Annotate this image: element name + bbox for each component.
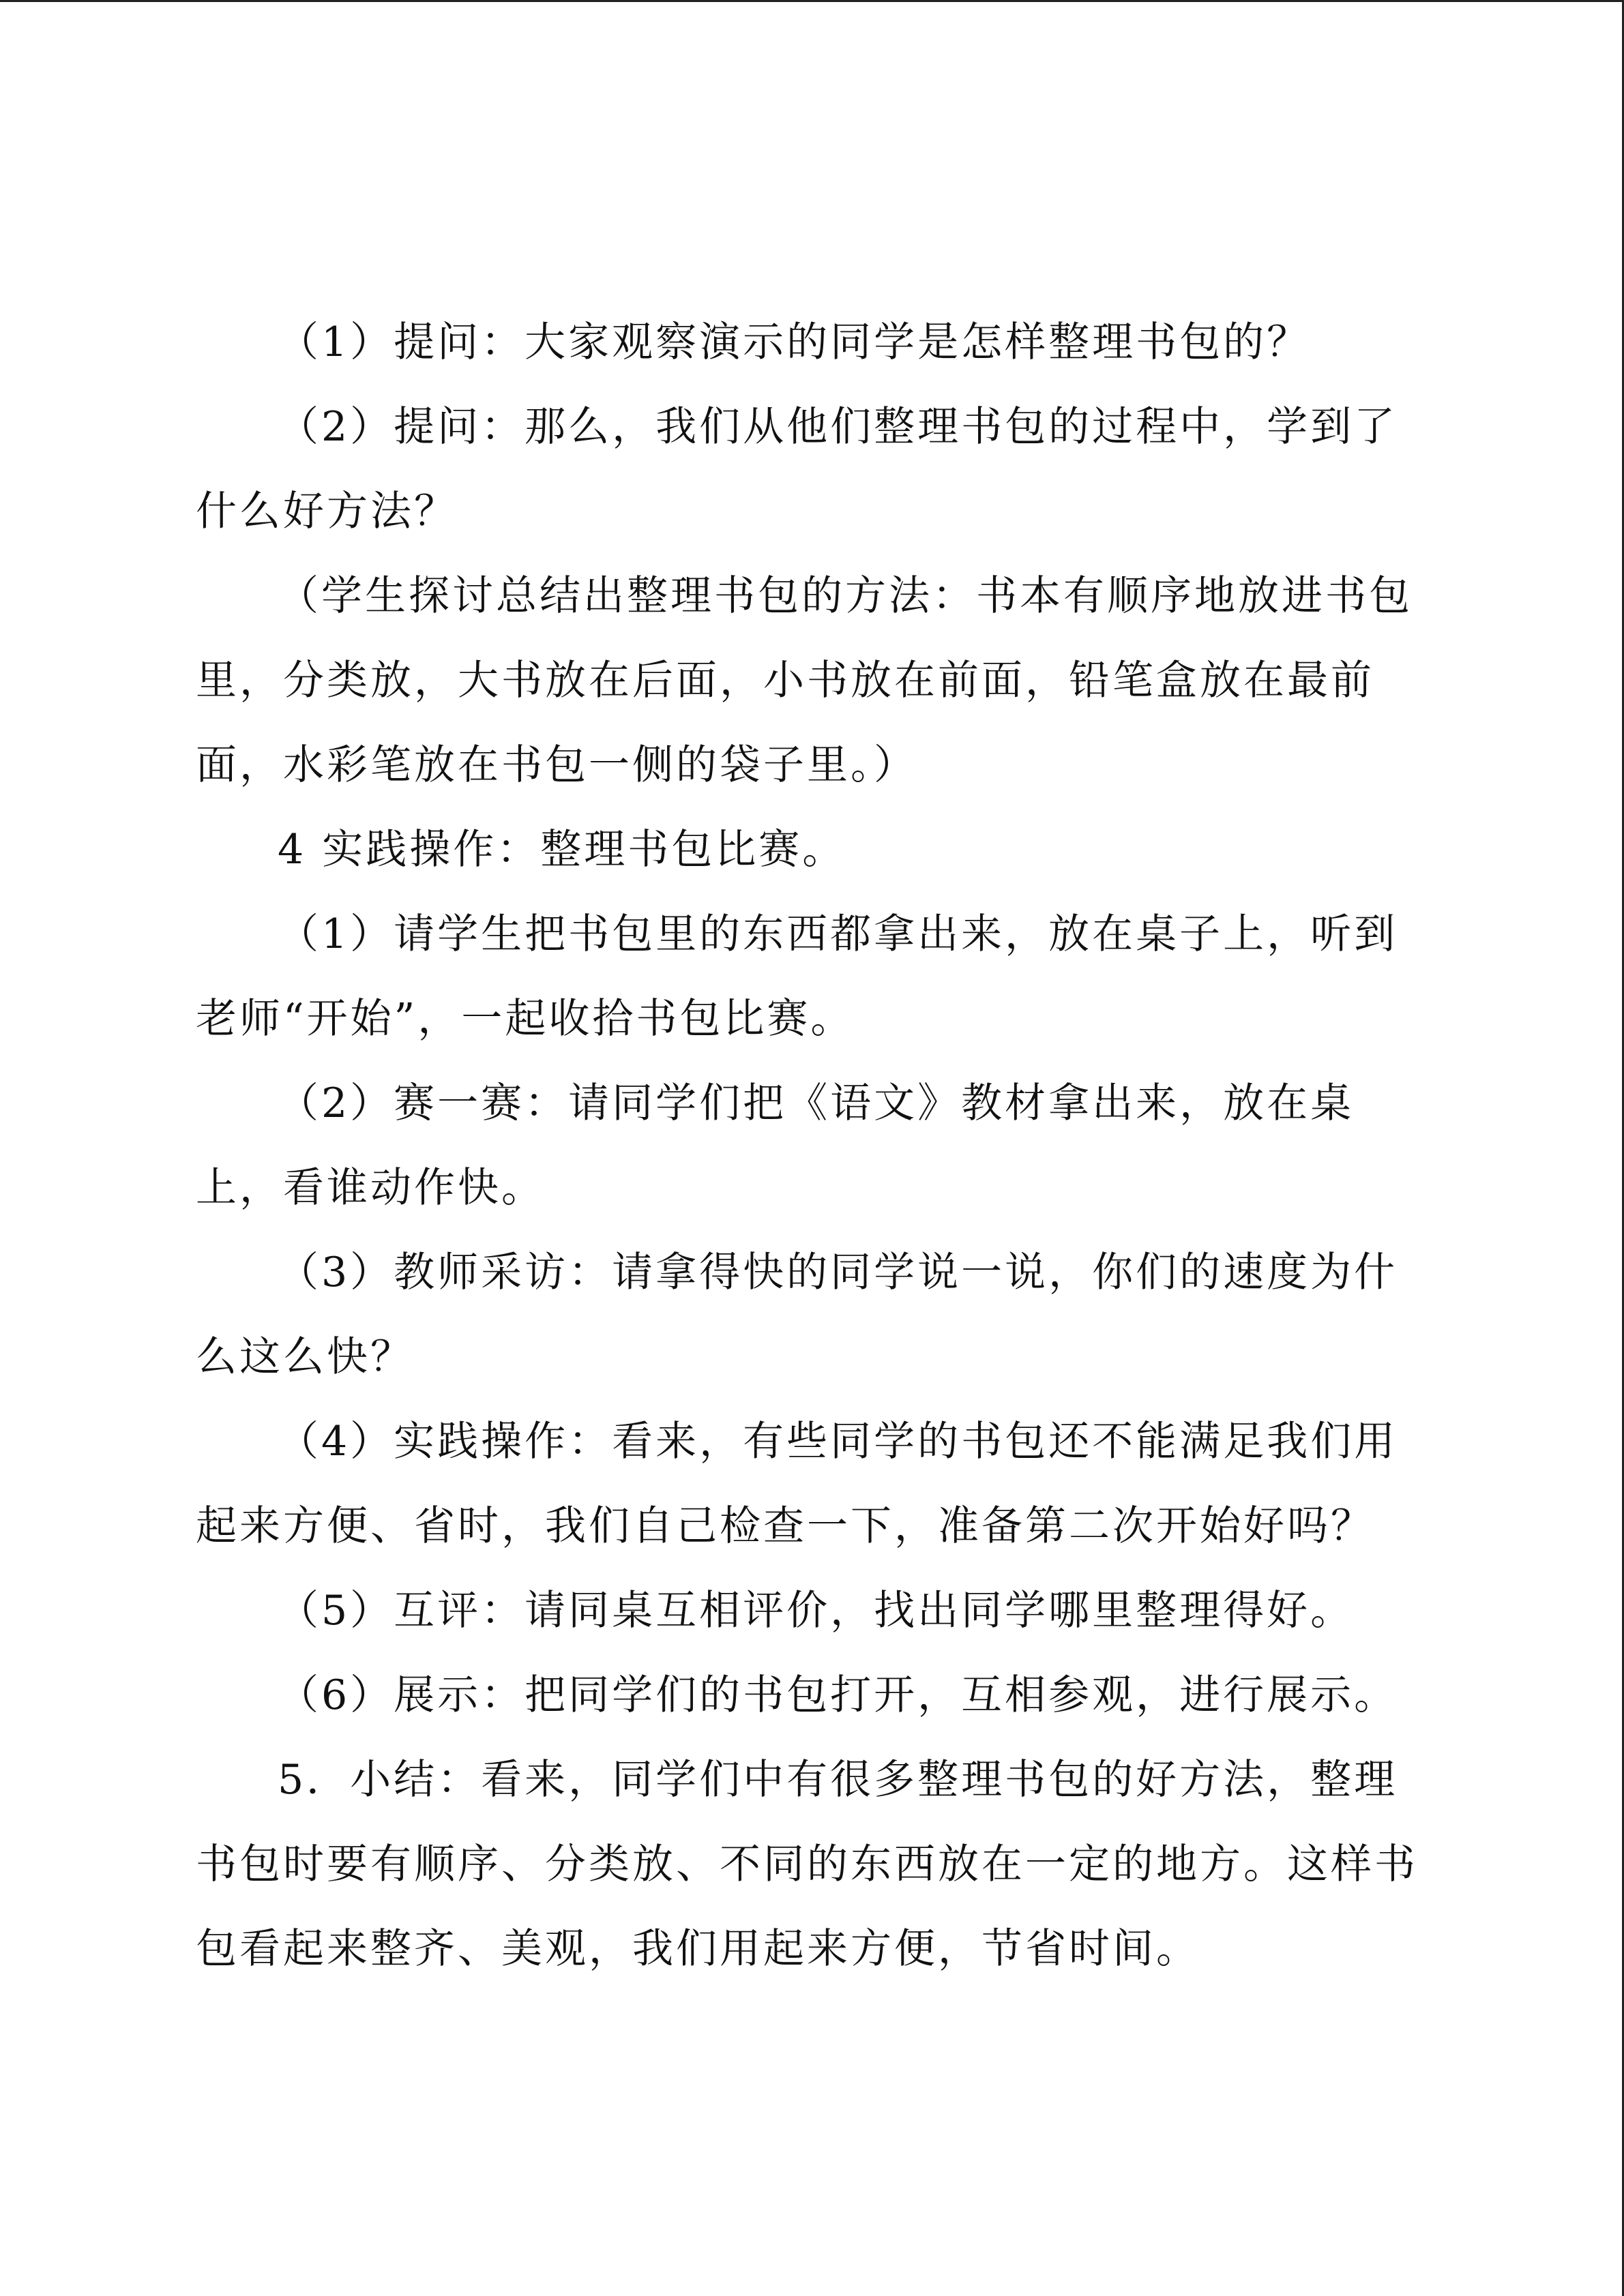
document-body — [196, 300, 1423, 1991]
paragraph-question-2: （2）提问：那么，我们从他们整理书包的过程中，学到了什么好方法？ — [196, 403, 1398, 535]
paragraph-practice-step-5: （5）互评：请同桌互相评价，找出同学哪里整理得好。 — [278, 1587, 1355, 1635]
paragraph-student-summary: （学生探讨总结出整理书包的方法：书本有顺序地放进书包里，分类放，大书放在后面，小书放在前面，铅笔盒放在最前面，水彩笔放在书包一侧的袋子里。） — [196, 572, 1413, 789]
paragraph-practice-step-1: （1）请学生把书包里的东西都拿出来，放在桌子上，听到老师“开始”，一起收拾书包比赛。 — [196, 910, 1398, 1043]
paragraph-practice-step-3: （3）教师采访：请拿得快的同学说一说，你们的速度为什么这么快？ — [196, 1249, 1398, 1381]
paragraph-practice-step-2: （2）赛一赛：请同学们把《语文》教材拿出来，放在桌上，看谁动作快。 — [196, 1079, 1355, 1212]
paragraph-practice-step-4: （4）实践操作：看来，有些同学的书包还不能满足我们用起来方便、省时，我们自己检查一下，准备第二次开始好吗？ — [196, 1418, 1398, 1550]
paragraph-practice-heading: 4 实践操作：整理书包比赛。 — [278, 826, 846, 874]
paragraph-question-1: （1）提问：大家观察演示的同学是怎样整理书包的？ — [278, 318, 1311, 366]
paragraph-conclusion: 5．小结：看来，同学们中有很多整理书包的好方法，整理书包时要有顺序、分类放、不同的东西放在一定的地方。这样书包看起来整齐、美观，我们用起来方便，节省时间。 — [196, 1756, 1418, 1973]
paragraph-practice-step-6: （6）展示：把同学们的书包打开，互相参观，进行展示。 — [278, 1671, 1398, 1719]
